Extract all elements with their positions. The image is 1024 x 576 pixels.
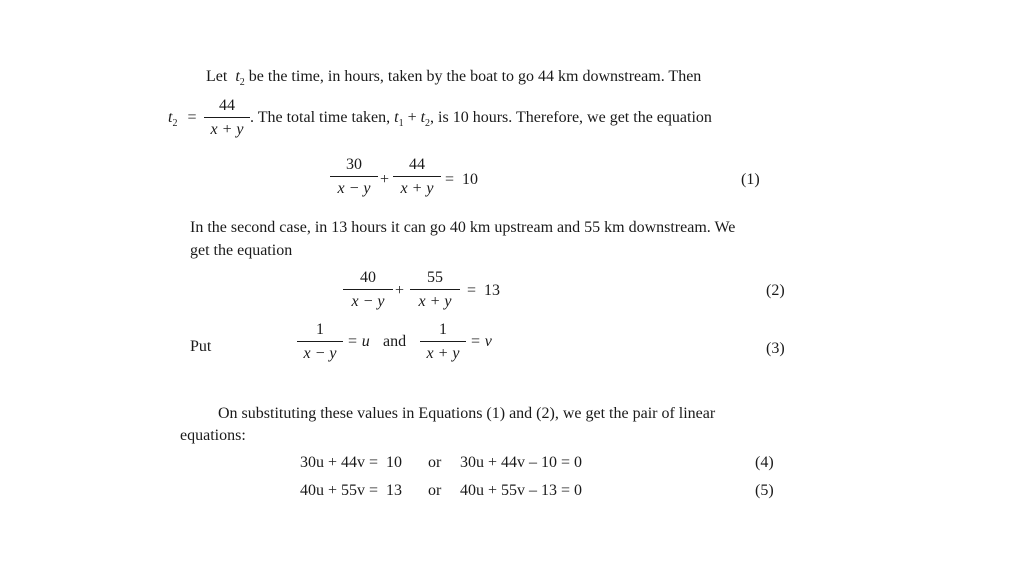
t1-symbol: t <box>394 109 399 126</box>
t2-symbol: t <box>420 109 426 126</box>
eq2-fraction-2 <box>410 270 460 310</box>
eq1-rhs: = 10 <box>445 171 479 188</box>
eq1-fraction-2 <box>393 157 441 197</box>
t2-subscript: 2 <box>172 118 178 129</box>
eq3-label: (3) <box>766 340 785 357</box>
para4-line2: equations: <box>180 427 246 444</box>
eq5-rhs: 40u + 55v – 13 = 0 <box>460 482 583 499</box>
fraction-denominator: x + y <box>426 345 460 362</box>
eq5-or: or <box>428 482 442 499</box>
eq4-label: (4) <box>755 454 774 471</box>
para3-line2: get the equation <box>190 242 293 259</box>
let-word: Let <box>206 68 228 85</box>
fraction-denominator: x − y <box>351 293 385 310</box>
eq2-rhs: = 13 <box>467 282 501 299</box>
fraction-numerator: 40 <box>360 269 376 286</box>
t2-subscript: 2 <box>425 118 431 129</box>
t2-fraction <box>204 98 250 138</box>
eq1-plus: + <box>380 171 390 188</box>
equals-sign: = <box>187 109 197 126</box>
fraction-denominator: x + y <box>400 180 434 197</box>
put-word: Put <box>190 338 212 355</box>
fraction-denominator: x − y <box>337 180 371 197</box>
para4-line1: On substituting these values in Equations (1) and (2), we get the pair of linear <box>218 405 716 422</box>
eq1-label: (1) <box>741 171 760 188</box>
eq3-fraction-1 <box>297 322 343 362</box>
para1-text: be the time, in hours, taken by the boat to go 44 km downstream. Then <box>248 68 702 85</box>
eq2-plus: + <box>395 282 405 299</box>
fraction-numerator: 44 <box>409 156 425 173</box>
eq4-rhs: 30u + 44v – 10 = 0 <box>460 454 583 471</box>
eq1-fraction-1 <box>330 157 378 197</box>
fraction-numerator: 1 <box>439 321 447 338</box>
t1-subscript: 1 <box>398 118 404 129</box>
eq4-or: or <box>428 454 442 471</box>
t2-symbol: t <box>235 68 240 85</box>
fraction-numerator: 1 <box>316 321 324 338</box>
eq3-and: and <box>383 333 407 350</box>
eq3-equals-u: = u <box>347 333 370 350</box>
plus-sign: + <box>407 109 417 126</box>
para3-line1: In the second case, in 13 hours it can go 40 km upstream and 55 km downstream. We <box>190 219 736 236</box>
para1-line <box>206 68 702 88</box>
eq4-lhs: 30u + 44v = 10 <box>300 454 403 471</box>
fraction-denominator: x + y <box>210 121 244 138</box>
t2-subscript: 2 <box>239 77 245 88</box>
eq2-fraction-1 <box>343 270 393 310</box>
para2-text-a: . The total time taken, <box>250 109 391 126</box>
fraction-denominator: x − y <box>303 345 337 362</box>
eq3-equals-v: = v <box>470 333 492 350</box>
eq3-fraction-2 <box>420 322 466 362</box>
eq5-label: (5) <box>755 482 774 499</box>
para2-line <box>250 109 712 129</box>
fraction-denominator: x + y <box>418 293 452 310</box>
fraction-numerator: 55 <box>427 269 443 286</box>
t2-symbol: t <box>168 109 173 126</box>
fraction-numerator: 30 <box>346 156 362 173</box>
t2-definition <box>168 109 197 129</box>
fraction-numerator: 44 <box>219 97 235 114</box>
para2-text-b: , is 10 hours. Therefore, we get the equation <box>430 109 712 126</box>
eq5-lhs: 40u + 55v = 13 <box>300 482 403 499</box>
eq2-label: (2) <box>766 282 785 299</box>
